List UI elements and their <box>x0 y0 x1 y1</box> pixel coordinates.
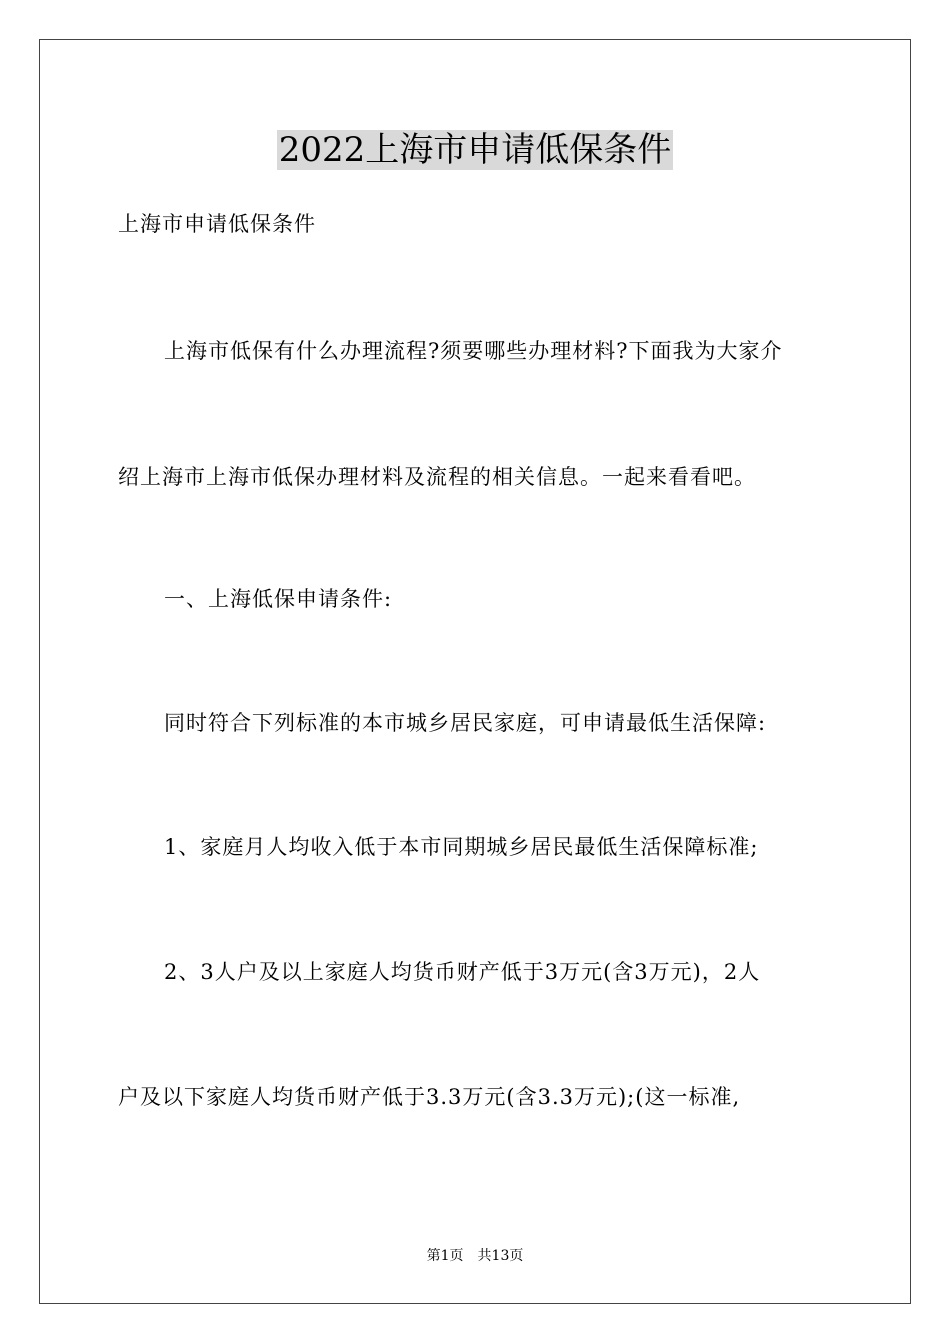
paragraph-line: 上海市低保有什么办理流程?须要哪些办理材料?下面我为大家介 <box>164 339 783 363</box>
section-heading: 一、上海低保申请条件: <box>164 587 393 611</box>
document-title <box>0 128 950 172</box>
paragraph-line: 户及以下家庭人均货币财产低于3.3万元(含3.3万元);(这一标准, <box>118 1085 741 1109</box>
page-number-footer: 第1页 共13页 <box>426 1248 524 1264</box>
list-item: 1、家庭月人均收入低于本市同期城乡居民最低生活保障标准; <box>164 835 759 859</box>
paragraph-line: 绍上海市上海市低保办理材料及流程的相关信息。一起来看看吧。 <box>118 465 756 489</box>
paragraph-line: 同时符合下列标准的本市城乡居民家庭，可申请最低生活保障: <box>164 711 767 735</box>
document-title-text: 2022上海市申请低保条件 <box>278 130 672 170</box>
subtitle-line: 上海市申请低保条件 <box>118 212 316 236</box>
list-item: 2、3人户及以上家庭人均货币财产低于3万元(含3万元)，2人 <box>164 960 761 984</box>
